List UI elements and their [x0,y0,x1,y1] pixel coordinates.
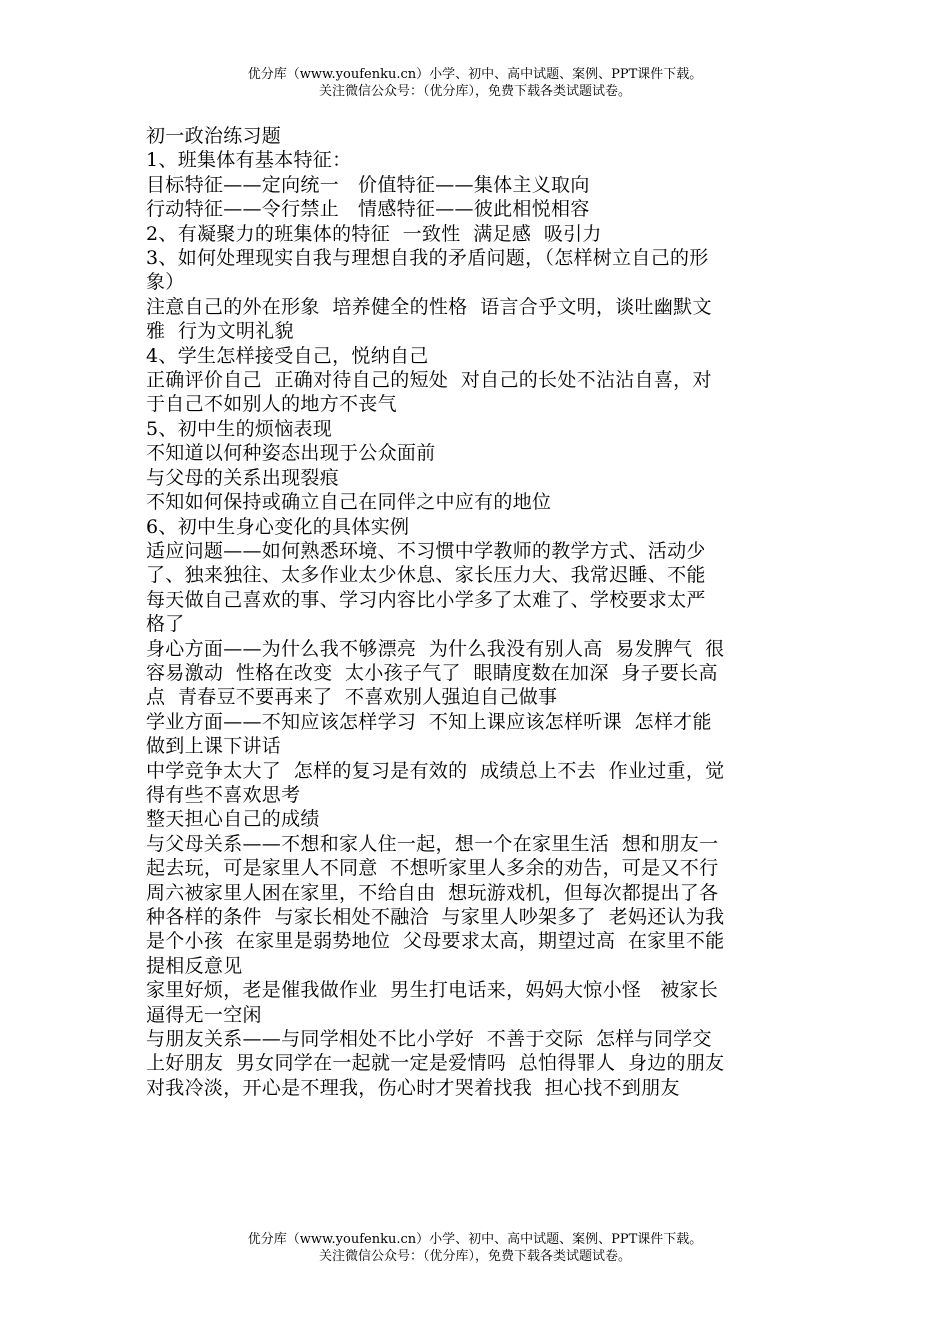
footer-line-1: 优分库（www.youfenku.cn）小学、初中、高中试题、案例、PPT课件下载。 [247,1232,703,1247]
text-line: 身心方面——为什么我不够漂亮 为什么我没有别人高 易发脾气 很 [146,637,725,660]
footer-line-2: 关注微信公众号：（优分库），免费下载各类试题试卷。 [318,1249,631,1264]
text-line: 对我冷淡，开心是不理我，伤心时才哭着找我 担心找不到朋友 [146,1076,680,1099]
text-line: 1、班集体有基本特征： [146,149,352,172]
text-line: 点 青春豆不要再来了 不喜欢别人强迫自己做事 [146,686,558,709]
text-line: 不知如何保持或确立自己在同伴之中应有的地位 [146,491,552,514]
text-line: 种各样的条件 与家长相处不融洽 与家里人吵架多了 老妈还认为我 [146,906,725,928]
text-line: 6、初中生身心变化的具体实例 [146,515,410,538]
text-line: 象） [146,271,185,294]
header-line-1: 优分库（www.youfenku.cn）小学、初中、高中试题、案例、PPT课件下载。 [247,67,703,82]
text-line: 正确评价自己 正确对待自己的短处 对自己的长处不沾沾自喜，对 [146,369,712,392]
text-line: 于自己不如别人的地方不丧气 [146,393,397,416]
text-line: 提相反意见 [146,954,243,977]
text-line: 每天做自己喜欢的事、学习内容比小学多了太难了、学校要求太严 [146,588,706,611]
text-line: 格了 [146,613,185,636]
text-line: 适应问题——如何熟悉环境、不习惯中学教师的教学方式、活动少 [146,539,706,562]
text-line: 周六被家里人困在家里，不给自由 想玩游戏机，但每次都提出了各 [146,881,719,904]
text-line: 起去玩，可是家里人不同意 不想听家里人多余的劝告，可是又不行 [146,857,719,880]
text-line: 3、如何处理现实自我与理想自我的矛盾问题，（怎样树立自己的形 [146,247,709,270]
text-line: 学业方面——不知应该怎样学习 不知上课应该怎样听课 怎样才能 [146,710,712,733]
page-header [0,66,950,100]
text-line: 雅 行为文明礼貌 [146,320,294,343]
text-line: 与父母关系——不想和家人住一起，想一个在家里生活 想和朋友一 [146,832,719,855]
text-line: 得有些不喜欢思考 [146,783,301,806]
text-line: 家里好烦，老是催我做作业 男生打电话来，妈妈大惊小怪 被家长 [146,979,719,1002]
text-line: 2、有凝聚力的班集体的特征 一致性 满足感 吸引力 [146,222,602,245]
text-line: 与父母的关系出现裂痕 [146,466,340,489]
text-line: 5、初中生的烦恼表现 [146,417,333,440]
text-line: 是个小孩 在家里是弱势地位 父母要求太高，期望过高 在家里不能 [146,930,725,953]
text-line: 注意自己的外在形象 培养健全的性格 语言合乎文明，谈吐幽默文 [146,295,712,318]
header-line-2: 关注微信公众号：（优分库），免费下载各类试题试卷。 [318,84,631,99]
document-title: 初一政治练习题 [146,125,282,147]
page-footer [0,1231,950,1265]
text-line: 了、独来独往、太多作业太少休息、家长压力大、我常迟睡、不能 [146,564,706,587]
text-line: 上好朋友 男女同学在一起就一定是爱情吗 总怕得罪人 身边的朋友 [146,1052,725,1075]
text-line: 不知道以何种姿态出现于公众面前 [146,442,436,465]
text-line: 做到上课下讲话 [146,735,282,758]
text-line: 容易激动 性格在改变 太小孩子气了 眼睛度数在加深 身子要长高 [146,661,718,684]
text-line: 4、学生怎样接受自己，悦纳自己 [146,344,429,367]
text-line: 中学竞争太大了 怎样的复习是有效的 成绩总上不去 作业过重，觉 [146,759,725,782]
text-line: 整天担心自己的成绩 [146,808,320,831]
text-line: 与朋友关系——与同学相处不比小学好 不善于交际 怎样与同学交 [146,1028,712,1051]
text-line: 目标特征——定向统一 价值特征——集体主义取向 [146,173,590,196]
text-line: 逼得无一空闲 [146,1003,262,1026]
document-body [146,124,810,1100]
text-line: 行动特征——令行禁止 情感特征——彼此相悦相容 [146,198,590,221]
